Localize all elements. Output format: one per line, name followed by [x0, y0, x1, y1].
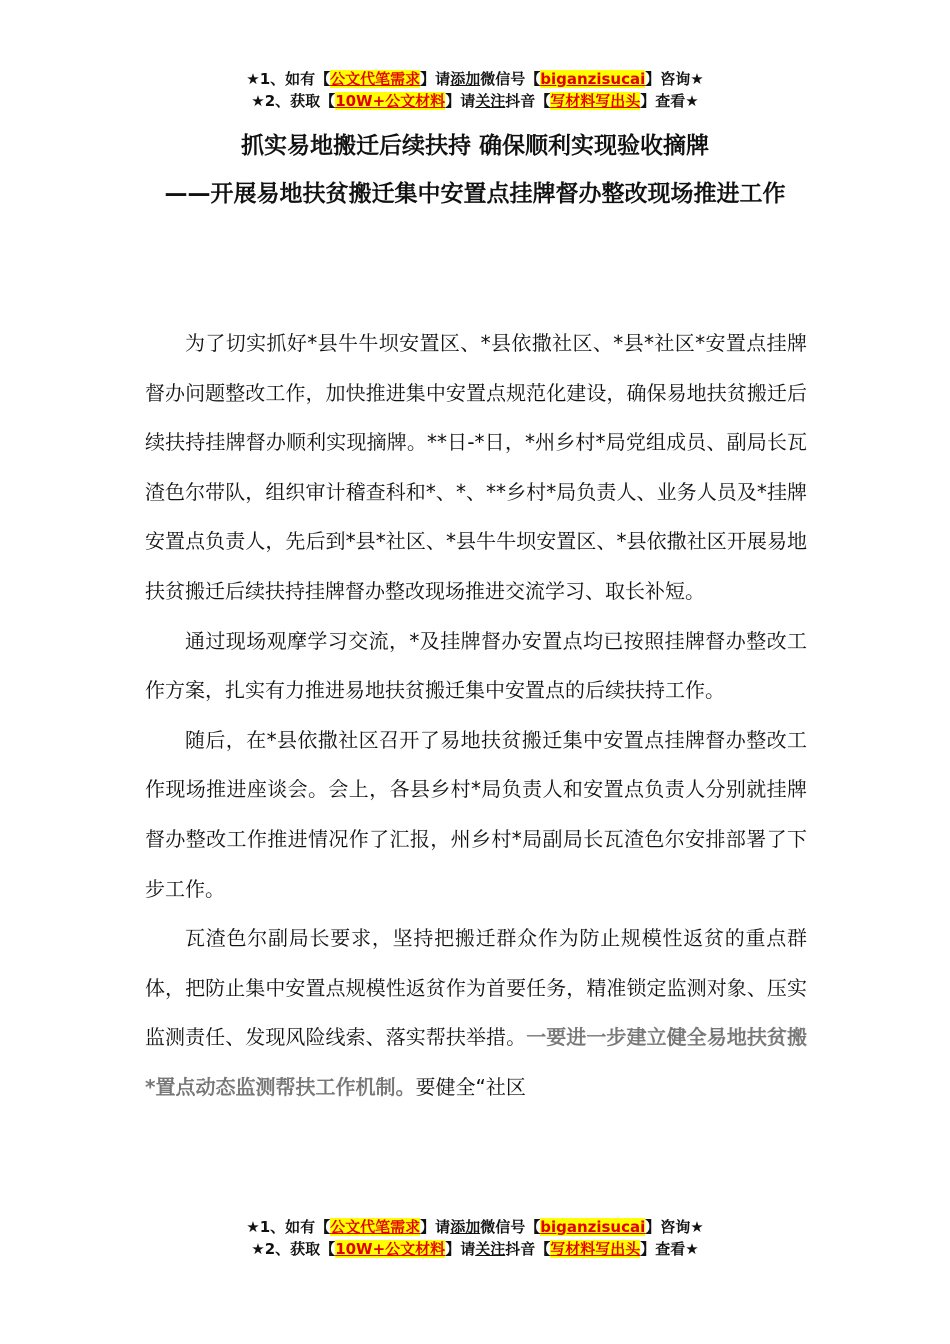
paragraph-2: 通过现场观摩学习交流，*及挂牌督办安置点均已按照挂牌督办整改工作方案，扎实有力推进易地扶贫搬迁集中安置点的后续扶持工作。	[145, 628, 807, 703]
promo-highlight: 公文代笔需求	[330, 70, 421, 88]
promo-underline: 添加	[450, 70, 481, 88]
promo-text: ★2、获取【	[251, 1240, 336, 1258]
bottom-promo-banner	[0, 1216, 950, 1260]
promo-text: ★1、如有【	[246, 1218, 331, 1236]
paragraph-4	[145, 914, 807, 1112]
promo-line-2	[0, 90, 950, 112]
promo-underline: 关注	[475, 92, 506, 110]
promo-text: 】查看★	[640, 92, 699, 110]
promo-text: 】咨询★	[645, 70, 704, 88]
promo-text: ★2、获取【	[251, 92, 336, 110]
top-promo-banner	[0, 68, 950, 112]
promo-text: 微信号【	[480, 1218, 541, 1236]
promo-highlight: biganzisucai	[540, 70, 646, 88]
promo-highlight: biganzisucai	[540, 1218, 646, 1236]
promo-underline: 添加	[450, 1218, 481, 1236]
promo-text: 】请	[445, 1240, 476, 1258]
paragraph-1: 为了切实抓好*县牛牛坝安置区、*县依撒社区、*县*社区*安置点挂牌督办问题整改工作，加快推进集中安置点规范化建设，确保易地扶贫搬迁后续扶持挂牌督办顺利实现摘牌。**日-*日，*州乡村*局党组成员、副局长瓦渣色尔带队，组织审计稽查科和*、*、**乡村*局负责人、业务人员及*挂牌安置点负责人，先后到*县*社区、*县牛牛坝安置区、*县依撒社区开展易地扶贫搬迁后续扶持挂牌督办整改现场推进交流学习、取长补短。	[145, 331, 807, 603]
emphasis-text: 一要进一步建立健全易地扶贫搬*置点动态监测帮扶工作机制。	[145, 1025, 807, 1099]
promo-line-1	[0, 1216, 950, 1238]
promo-text: 】查看★	[640, 1240, 699, 1258]
promo-highlight: 写材料写出头	[550, 1240, 641, 1258]
document-title: 抓实易地搬迁后续扶持 确保顺利实现验收摘牌	[240, 133, 709, 159]
promo-text: 抖音【	[505, 92, 551, 110]
promo-line-2	[0, 1238, 950, 1260]
promo-text: 】咨询★	[645, 1218, 704, 1236]
promo-text: ★1、如有【	[246, 70, 331, 88]
paragraph-text: 瓦渣色尔副局长要求，坚持把搬迁群众作为防止规模性返贫的重点群体，把防止集中安置点规模性返贫作为首要任务，精准锁定监测对象、压实监测责任、发现风险线索、落实帮扶举措。	[145, 926, 807, 1050]
promo-text: 抖音【	[505, 1240, 551, 1258]
paragraph-text: 要健全“社区	[415, 1074, 526, 1099]
paragraph-3: 随后，在*县依撒社区召开了易地扶贫搬迁集中安置点挂牌督办整改工作现场推进座谈会。会上，各县乡村*局负责人和安置点负责人分别就挂牌督办整改工作推进情况作了汇报，州乡村*局副局长瓦渣色尔安排部署了下步工作。	[145, 727, 807, 901]
promo-text: 微信号【	[480, 70, 541, 88]
document-subtitle: ——开展易地扶贫搬迁集中安置点挂牌督办整改现场推进工作	[164, 181, 786, 207]
promo-highlight: 公文代笔需求	[330, 1218, 421, 1236]
promo-highlight: 10W+公文材料	[335, 92, 446, 110]
document-body	[145, 319, 807, 1113]
promo-text: 】请	[445, 92, 476, 110]
promo-underline: 关注	[475, 1240, 506, 1258]
promo-highlight: 写材料写出头	[550, 92, 641, 110]
promo-line-1	[0, 68, 950, 90]
promo-text: 】请	[420, 70, 451, 88]
promo-text: 】请	[420, 1218, 451, 1236]
promo-highlight: 10W+公文材料	[335, 1240, 446, 1258]
